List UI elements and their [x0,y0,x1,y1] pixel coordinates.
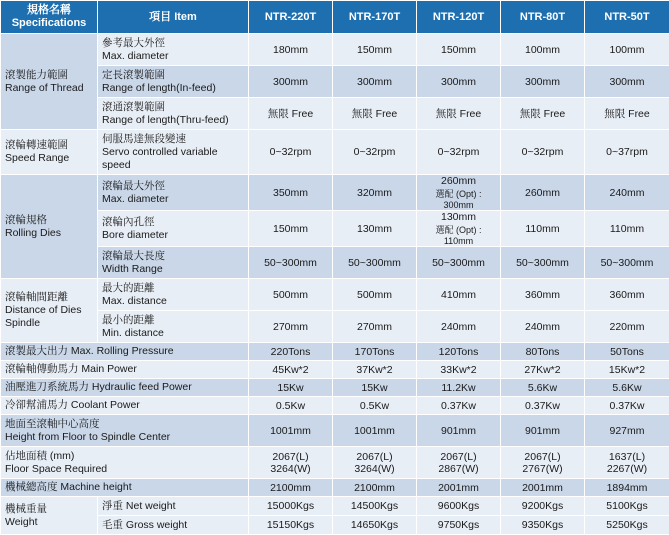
value-cell: 1894mm [585,479,669,497]
spec-header-en: Specifications [5,17,93,30]
value-cell: 5.6Kw [585,379,669,397]
value-cell: 360mm [585,279,669,311]
value-cell: 500mm [249,279,333,311]
value-cell: 50~300mm [501,247,585,279]
value-cell: 27Kw*2 [501,361,585,379]
item-label-zh: 滾輪最大外徑 [102,180,244,193]
option-note: 選配 (Opt) : 110mm [421,223,496,246]
item-label [98,247,249,279]
item-label-zh: 滾輪內孔徑 [102,216,244,229]
item-label [98,175,249,211]
group-label-thread [1,34,98,130]
value-cell [501,447,585,479]
value-cell: 無限 Free [249,98,333,130]
value-cell: 50Tons [585,343,669,361]
value-cell: 9200Kgs [501,497,585,516]
table-row [1,279,669,311]
value-cell: 50~300mm [333,247,417,279]
group-label-speed [1,130,98,175]
value-cell: 2100mm [249,479,333,497]
value-cell: 320mm [333,175,417,211]
value-cell: 120Tons [417,343,501,361]
value-cell: 100mm [501,34,585,66]
length-value: 2067(L) [421,451,496,463]
table-row [1,379,669,397]
group-label-weight [1,497,98,535]
value-cell: 240mm [417,311,501,343]
row-label: 機械總高度 Machine height [1,479,249,497]
value-cell [333,447,417,479]
value-cell: 2001mm [417,479,501,497]
value-cell: 15Kw*2 [585,361,669,379]
value-text: 260mm [421,175,496,187]
item-label-en: Range of length(Thru-feed) [102,114,244,127]
value-cell: 14650Kgs [333,516,417,535]
item-label [98,311,249,343]
value-cell [585,447,669,479]
value-cell: 0~37rpm [585,130,669,175]
row-label-en: Height from Floor to Spindle Center [5,431,244,444]
value-cell: 260mm [501,175,585,211]
item-label-en: Min. distance [102,327,244,340]
value-cell: 9600Kgs [417,497,501,516]
item-label-en: Max. diameter [102,193,244,206]
item-label: 淨重 Net weight [98,497,249,516]
group-label-en: Rolling Dies [5,227,93,240]
value-cell: 14500Kgs [333,497,417,516]
width-value: 2267(W) [589,463,665,475]
item-label-zh: 參考最大外徑 [102,37,244,50]
value-cell: 300mm [249,66,333,98]
table-row [1,175,669,211]
model-header: NTR-80T [501,1,585,34]
table-row [1,447,669,479]
row-label [1,415,249,447]
value-cell: 11.2Kw [417,379,501,397]
value-cell: 2100mm [333,479,417,497]
item-label [98,98,249,130]
item-label-en: Max. diameter [102,50,244,63]
group-label-zh: 滾輪軸間距離 [5,291,93,304]
value-cell: 0.5Kw [249,397,333,415]
value-cell: 45Kw*2 [249,361,333,379]
value-text: 130mm [421,211,496,223]
model-header: NTR-50T [585,1,669,34]
model-header: NTR-120T [417,1,501,34]
value-cell: 350mm [249,175,333,211]
group-label-en: Range of Thread [5,82,93,95]
value-cell: 5.6Kw [501,379,585,397]
item-label-en: Range of length(In-feed) [102,82,244,95]
value-cell: 150mm [417,34,501,66]
value-cell: 0~32rpm [501,130,585,175]
group-label-en: Distance of Dies [5,304,93,317]
item-label-zh: 定長滾製範圍 [102,69,244,82]
item-label-en: Servo controlled variable speed [102,146,244,172]
item-label: 毛重 Gross weight [98,516,249,535]
value-cell: 9750Kgs [417,516,501,535]
value-cell: 37Kw*2 [333,361,417,379]
value-cell: 110mm [585,211,669,247]
value-cell: 240mm [585,175,669,211]
value-cell: 80Tons [501,343,585,361]
model-header: NTR-220T [249,1,333,34]
group-label-en: Weight [5,516,93,529]
value-cell: 150mm [333,34,417,66]
value-cell: 50~300mm [249,247,333,279]
value-cell: 130mm [333,211,417,247]
item-label-en: Max. distance [102,295,244,308]
row-label: 滾輪軸傳動馬力 Main Power [1,361,249,379]
value-cell: 無限 Free [585,98,669,130]
item-label [98,34,249,66]
row-label-zh: 地面至滾軸中心高度 [5,418,244,431]
item-label-zh: 滾通滾製範圍 [102,101,244,114]
table-row [1,247,669,279]
table-row [1,311,669,343]
value-cell: 927mm [585,415,669,447]
value-cell: 0.37Kw [417,397,501,415]
value-cell: 500mm [333,279,417,311]
table-row [1,397,669,415]
value-cell: 50~300mm [417,247,501,279]
table-row [1,66,669,98]
group-label-zh: 機械重量 [5,503,93,516]
value-cell: 0~32rpm [333,130,417,175]
value-cell: 0~32rpm [417,130,501,175]
value-cell: 15Kw [249,379,333,397]
value-cell: 0.37Kw [501,397,585,415]
group-label-en: Spindle [5,317,93,330]
item-label [98,279,249,311]
length-value: 2067(L) [253,451,328,463]
value-cell: 270mm [333,311,417,343]
value-cell: 0.37Kw [585,397,669,415]
value-cell: 0~32rpm [249,130,333,175]
value-cell: 無限 Free [501,98,585,130]
value-cell: 410mm [417,279,501,311]
row-label: 油壓進刀系統馬力 Hydraulic feed Power [1,379,249,397]
value-cell: 0.5Kw [333,397,417,415]
table-row [1,361,669,379]
group-label-dies [1,175,98,279]
value-cell: 901mm [417,415,501,447]
item-label [98,130,249,175]
value-cell: 無限 Free [417,98,501,130]
row-label: 滾製最大出力 Max. Rolling Pressure [1,343,249,361]
value-cell: 15000Kgs [249,497,333,516]
table-row [1,479,669,497]
value-cell: 15Kw [333,379,417,397]
item-label-en: Width Range [102,263,244,276]
value-cell: 1001mm [249,415,333,447]
value-cell: 240mm [501,311,585,343]
row-label-zh: 佔地面積 (mm) [5,450,244,463]
item-label-zh: 最小的距離 [102,314,244,327]
length-value: 2067(L) [505,451,580,463]
value-cell [417,175,501,211]
value-cell: 220mm [585,311,669,343]
group-label-zh: 滾輪轉速範圍 [5,139,93,152]
group-label-distance [1,279,98,343]
value-cell: 9350Kgs [501,516,585,535]
value-cell: 110mm [501,211,585,247]
model-header: NTR-170T [333,1,417,34]
table-row [1,497,669,516]
value-cell: 300mm [417,66,501,98]
length-value: 2067(L) [337,451,412,463]
item-header: 項目 Item [98,1,249,34]
value-cell: 300mm [333,66,417,98]
table-row [1,211,669,247]
value-cell: 901mm [501,415,585,447]
item-label-zh: 滾輪最大長度 [102,250,244,263]
value-cell: 150mm [249,211,333,247]
value-cell: 1001mm [333,415,417,447]
value-cell: 300mm [585,66,669,98]
table-row [1,34,669,66]
value-cell: 33Kw*2 [417,361,501,379]
width-value: 2867(W) [421,463,496,475]
table-row [1,343,669,361]
item-label [98,211,249,247]
value-cell: 170Tons [333,343,417,361]
option-note: 選配 (Opt) : 300mm [421,187,496,210]
table-row [1,516,669,535]
width-value: 3264(W) [337,463,412,475]
group-label-zh: 滾製能力範圍 [5,69,93,82]
row-label: 冷卻幫浦馬力 Coolant Power [1,397,249,415]
table-row [1,130,669,175]
value-cell: 50~300mm [585,247,669,279]
value-cell: 無限 Free [333,98,417,130]
spec-header-zh: 規格名稱 [5,4,93,17]
value-cell: 100mm [585,34,669,66]
value-cell [417,447,501,479]
table-row [1,98,669,130]
value-cell: 360mm [501,279,585,311]
value-cell: 300mm [501,66,585,98]
value-cell: 220Tons [249,343,333,361]
item-label [98,66,249,98]
value-cell [249,447,333,479]
value-cell: 2001mm [501,479,585,497]
header-row [1,1,669,34]
length-value: 1637(L) [589,451,665,463]
group-label-zh: 滾輪規格 [5,214,93,227]
item-label-zh: 最大的距離 [102,282,244,295]
spec-header [1,1,98,34]
value-cell: 180mm [249,34,333,66]
value-cell: 270mm [249,311,333,343]
width-value: 2767(W) [505,463,580,475]
value-cell: 5250Kgs [585,516,669,535]
value-cell: 5100Kgs [585,497,669,516]
item-label-zh: 伺服馬達無段變速 [102,133,244,146]
table-row [1,415,669,447]
value-cell: 15150Kgs [249,516,333,535]
item-label-en: Bore diameter [102,229,244,242]
row-label [1,447,249,479]
row-label-en: Floor Space Required [5,463,244,476]
width-value: 3264(W) [253,463,328,475]
value-cell [417,211,501,247]
group-label-en: Speed Range [5,152,93,165]
